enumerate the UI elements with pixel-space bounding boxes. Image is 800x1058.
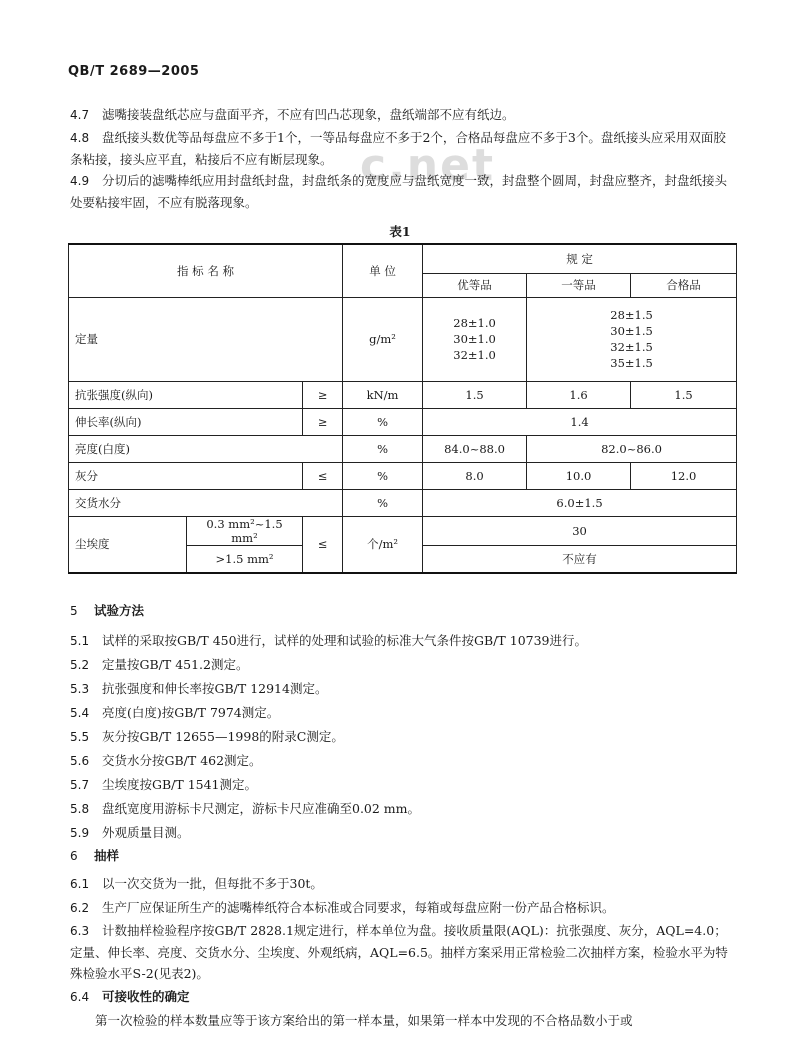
clause-title: 可接收性的确定: [102, 989, 190, 1004]
table-row: [69, 489, 737, 516]
spec-table: [68, 243, 737, 574]
standard-code-header: QB/T 2689—2005: [68, 64, 200, 79]
table-row: [69, 297, 737, 381]
value: 35±1.5: [610, 356, 653, 370]
value: 28±1.5: [610, 308, 653, 322]
row-unit: 个/m²: [343, 516, 423, 573]
row-unit: kN/m: [343, 381, 423, 408]
clause-number: 4.7: [70, 108, 90, 122]
clause-number: 5.5: [70, 730, 90, 744]
section-number: 5: [70, 604, 78, 618]
table-caption: 表1: [389, 224, 411, 239]
clause-number: 5.8: [70, 802, 90, 816]
row-comparator: ≥: [303, 408, 343, 435]
cell-all-grades: 1.4: [423, 408, 737, 435]
cell-grade-superior: 1.5: [423, 381, 527, 408]
clause-text: 试样的采取按GB/T 450进行，试样的处理和试验的标准大气条件按GB/T 10739进行。: [102, 633, 588, 648]
clause-text: 滤嘴接装盘纸芯应与盘面平齐，不应有凹凸芯现象，盘纸端部不应有纸边。: [102, 107, 515, 122]
value: 32±1.5: [610, 340, 653, 354]
clause-number: 5.6: [70, 754, 90, 768]
section-title: 试验方法: [94, 603, 145, 618]
clause-6-3: [70, 920, 738, 984]
row-unit: %: [343, 489, 423, 516]
clause-text: 盘纸宽度用游标卡尺测定，游标卡尺应准确至0.02 mm。: [102, 801, 421, 816]
row-name: 定量: [69, 297, 343, 381]
clause-5-4: [70, 702, 738, 724]
cell-grade-first-qualified: [527, 297, 737, 381]
row-unit: %: [343, 462, 423, 489]
row-name: 灰分: [69, 462, 303, 489]
cell-grade-first: 1.6: [527, 381, 631, 408]
header-grade-first: 一等品: [527, 273, 631, 297]
clause-number: 6.2: [70, 901, 90, 915]
clause-5-1: [70, 630, 738, 652]
section-6-heading: [70, 846, 119, 864]
table-row: [69, 408, 737, 435]
clause-4-8: [70, 127, 738, 170]
header-specification: 规 定: [423, 244, 737, 273]
clause-6-1: [70, 873, 738, 895]
row-name: 尘埃度: [69, 516, 187, 573]
clause-5-9: [70, 822, 738, 844]
cell-all-grades: 不应有: [423, 545, 737, 573]
value: 28±1.0: [453, 316, 496, 330]
clause-6-4-text: 第一次检验的样本数量应等于该方案给出的第一样本量，如果第一样本中发现的不合格品数小于或: [95, 1013, 633, 1028]
table-row: [69, 435, 737, 462]
value: 30±1.5: [610, 324, 653, 338]
clause-number: 5.7: [70, 778, 90, 792]
row-unit: g/m²: [343, 297, 423, 381]
cell-all-grades: 6.0±1.5: [423, 489, 737, 516]
cell-grade-qualified: 12.0: [631, 462, 737, 489]
header-unit: 单 位: [343, 244, 423, 297]
value: 32±1.0: [453, 348, 496, 362]
cell-grade-first: 10.0: [527, 462, 631, 489]
row-comparator: ≥: [303, 381, 343, 408]
row-subitem: 0.3 mm²~1.5 mm²: [187, 516, 303, 545]
clause-number: 4.8: [70, 131, 90, 145]
header-grade-qualified: 合格品: [631, 273, 737, 297]
cell-grade-superior: [423, 297, 527, 381]
clause-number: 5.4: [70, 706, 90, 720]
value: 30±1.0: [453, 332, 496, 346]
clause-6-4-heading: [70, 987, 190, 1005]
clause-text: 交货水分按GB/T 462测定。: [102, 753, 262, 768]
clause-5-3: [70, 678, 738, 700]
section-5-heading: [70, 601, 144, 619]
row-comparator: ≤: [303, 462, 343, 489]
clause-number: 6.4: [70, 990, 90, 1004]
clause-number: 6.3: [70, 924, 90, 938]
clause-4-9: [70, 170, 738, 213]
clause-5-6: [70, 750, 738, 772]
section-number: 6: [70, 849, 78, 863]
clause-text: 生产厂应保证所生产的滤嘴棒纸符合本标准或合同要求，每箱或每盘应附一份产品合格标识。: [102, 900, 615, 915]
clause-text: 亮度(白度)按GB/T 7974测定。: [102, 705, 280, 720]
row-subitem: >1.5 mm²: [187, 545, 303, 573]
clause-number: 4.9: [70, 174, 90, 188]
clause-text: 抗张强度和伸长率按GB/T 12914测定。: [102, 681, 328, 696]
clause-text: 尘埃度按GB/T 1541测定。: [102, 777, 258, 792]
row-name: 交货水分: [69, 489, 343, 516]
header-indicator-name: 指 标 名 称: [69, 244, 343, 297]
clause-number: 5.9: [70, 826, 90, 840]
cell-all-grades: 30: [423, 516, 737, 545]
row-name: 抗张强度(纵向): [69, 381, 303, 408]
table-row: [69, 516, 737, 545]
clause-6-2: [70, 897, 738, 919]
cell-grade-first-qualified: 82.0~86.0: [527, 435, 737, 462]
clause-text: 盘纸接头数优等品每盘应不多于1个，一等品每盘应不多于2个，合格品每盘应不多于3个。盘纸接头应采用双面胶条粘接，接头应平直，粘接后不应有断层现象。: [70, 130, 726, 167]
clause-text: 分切后的滤嘴棒纸应用封盘纸封盘，封盘纸条的宽度应与盘纸宽度一致，封盘整个圆周，封盘应整齐，封盘纸接头处要粘接牢固，不应有脱落现象。: [70, 173, 728, 210]
section-title: 抽样: [94, 848, 120, 863]
cell-grade-qualified: 1.5: [631, 381, 737, 408]
row-unit: %: [343, 435, 423, 462]
clause-5-7: [70, 774, 738, 796]
clause-text: 以一次交货为一批，但每批不多于30t。: [102, 876, 323, 891]
row-name: 亮度(白度): [69, 435, 343, 462]
clause-5-5: [70, 726, 738, 748]
clause-4-7: [70, 104, 738, 126]
clause-number: 5.2: [70, 658, 90, 672]
watermark: c.net: [360, 140, 495, 191]
header-grade-superior: 优等品: [423, 273, 527, 297]
row-comparator: ≤: [303, 516, 343, 573]
row-name: 伸长率(纵向): [69, 408, 303, 435]
cell-grade-superior: 8.0: [423, 462, 527, 489]
cell-grade-superior: 84.0~88.0: [423, 435, 527, 462]
clause-number: 5.1: [70, 634, 90, 648]
clause-text: 计数抽样检验程序按GB/T 2828.1规定进行，样本单位为盘。接收质量限(AQL)：抗张强度、灰分，AQL=4.0；定量、伸长率、亮度、交货水分、尘埃度、外观纸病，AQL=6.5。抽样方案采用正常检验二次抽样方案，检验水平为特殊检验水平S-2(见表2)。: [70, 923, 728, 981]
table-row: [69, 381, 737, 408]
clause-text: 灰分按GB/T 12655—1998的附录C测定。: [102, 729, 344, 744]
clause-5-2: [70, 654, 738, 676]
clause-number: 6.1: [70, 877, 90, 891]
row-unit: %: [343, 408, 423, 435]
clause-number: 5.3: [70, 682, 90, 696]
clause-text: 外观质量目测。: [102, 825, 190, 840]
table-row: [69, 462, 737, 489]
clause-text: 定量按GB/T 451.2测定。: [102, 657, 249, 672]
clause-5-8: [70, 798, 738, 820]
